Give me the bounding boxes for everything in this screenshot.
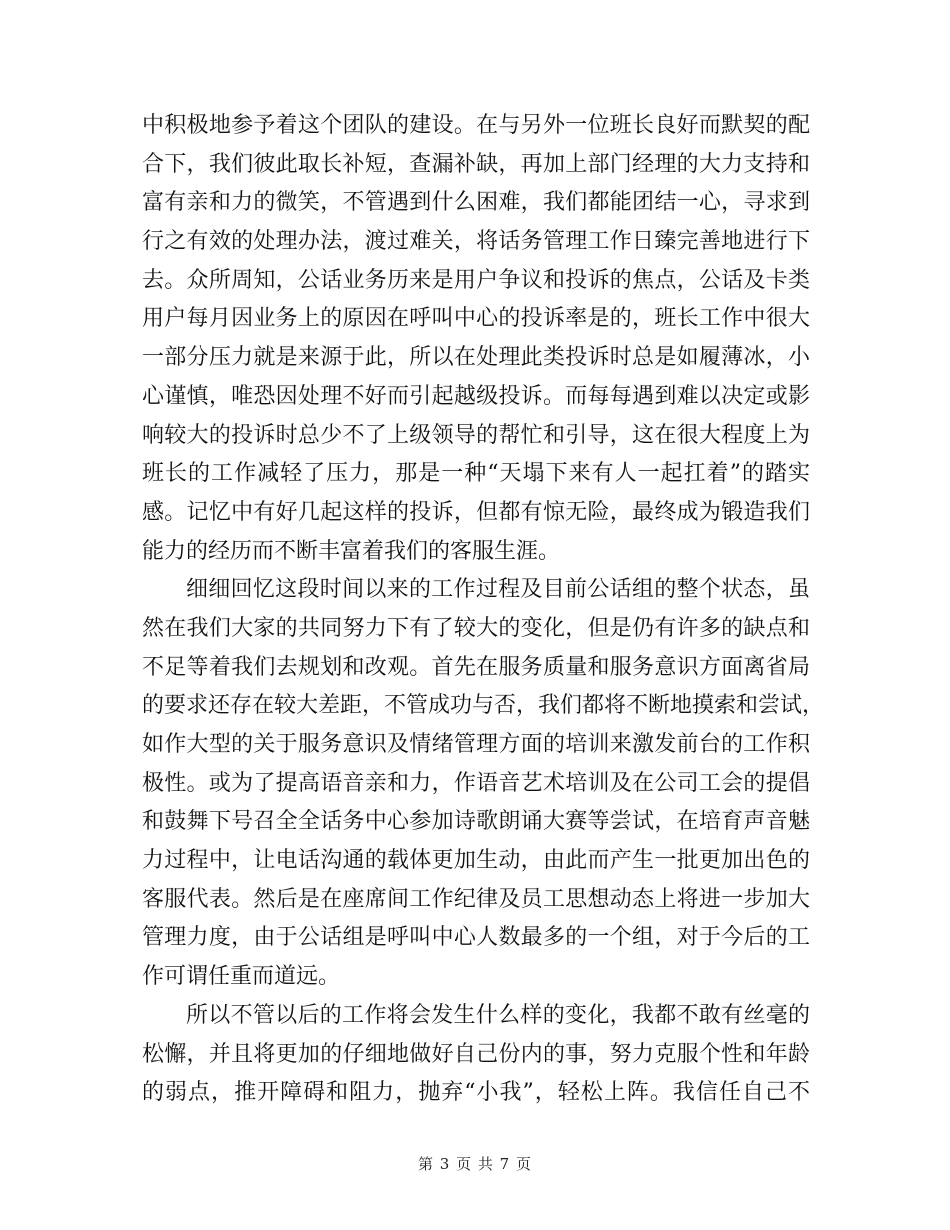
text-line: 如作大型的关于服务意识及情绪管理方面的培训来激发前台的工作积 xyxy=(142,732,810,757)
text-line: 不足等着我们去规划和改观。首先在服务质量和服务意识方面离省局 xyxy=(142,654,810,680)
text-line: 所以不管以后的工作将会发生什么样的变化，我都不敢有丝毫的 xyxy=(186,1002,810,1028)
text-line: 的要求还存在较大差距，不管成功与否，我们都将不断地摸索和尝试， xyxy=(142,693,825,719)
text-line: 的弱点，推开障碍和阻力，抛弃“小我”，轻松上阵。我信任自己不 xyxy=(142,1080,810,1106)
text-line: 一部分压力就是来源于此，所以在处理此类投诉时总是如履薄冰，小 xyxy=(142,345,810,371)
text-line: 细细回忆这段时间以来的工作过程及目前公话组的整个状态，虽 xyxy=(186,577,810,603)
text-line: 富有亲和力的微笑，不管遇到什么困难，我们都能团结一心，寻求到 xyxy=(142,190,810,216)
text-line: 心谨慎，唯恐因处理不好而引起越级投诉。而每每遇到难以决定或影 xyxy=(142,383,810,409)
text-line: 力过程中，让电话沟通的载体更加生动，由此而产生一批更加出色的 xyxy=(142,848,810,874)
text-line: 行之有效的处理办法，渡过难关，将话务管理工作日臻完善地进行下 xyxy=(142,229,810,255)
text-line: 松懈，并且将更加的仔细地做好自己份内的事，努力克服个性和年龄 xyxy=(142,1041,810,1067)
text-line: 和鼓舞下号召全全话务中心参加诗歌朗诵大赛等尝试，在培育声音魅 xyxy=(142,809,810,835)
text-line: 班长的工作减轻了压力，那是一种“天塌下来有人一起扛着”的踏实 xyxy=(142,461,810,487)
text-line: 极性。或为了提高语音亲和力，作语音艺术培训及在公司工会的提倡 xyxy=(142,770,810,796)
text-line: 客服代表。然后是在座席间工作纪律及员工思想动态上将进一步加大 xyxy=(142,886,810,912)
text-line: 合下，我们彼此取长补短，查漏补缺，再加上部门经理的大力支持和 xyxy=(142,151,810,177)
text-line: 响较大的投诉时总少不了上级领导的帮忙和引导，这在很大程度上为 xyxy=(142,422,810,448)
text-line: 去。众所周知，公话业务历来是用户争议和投诉的焦点，公话及卡类 xyxy=(142,267,810,293)
text-line: 管理力度，由于公话组是呼叫中心人数最多的一个组，对于今后的工 xyxy=(142,925,810,951)
page-number-footer: 第 3 页 共 7 页 xyxy=(418,1155,532,1173)
text-line: 感。记忆中有好几起这样的投诉，但都有惊无险，最终成为锻造我们 xyxy=(142,499,810,525)
text-line: 能力的经历而不断丰富着我们的客服生涯。 xyxy=(142,538,561,564)
text-line: 中积极地参予着这个团队的建设。在与另外一位班长良好而默契的配 xyxy=(142,113,810,138)
text-line: 作可谓任重而道远。 xyxy=(142,964,341,990)
text-line: 用户每月因业务上的原因在呼叫中心的投诉率是的，班长工作中很大 xyxy=(142,306,810,332)
text-line: 然在我们大家的共同努力下有了较大的变化，但是仍有许多的缺点和 xyxy=(142,615,810,641)
document-body xyxy=(142,107,825,1113)
